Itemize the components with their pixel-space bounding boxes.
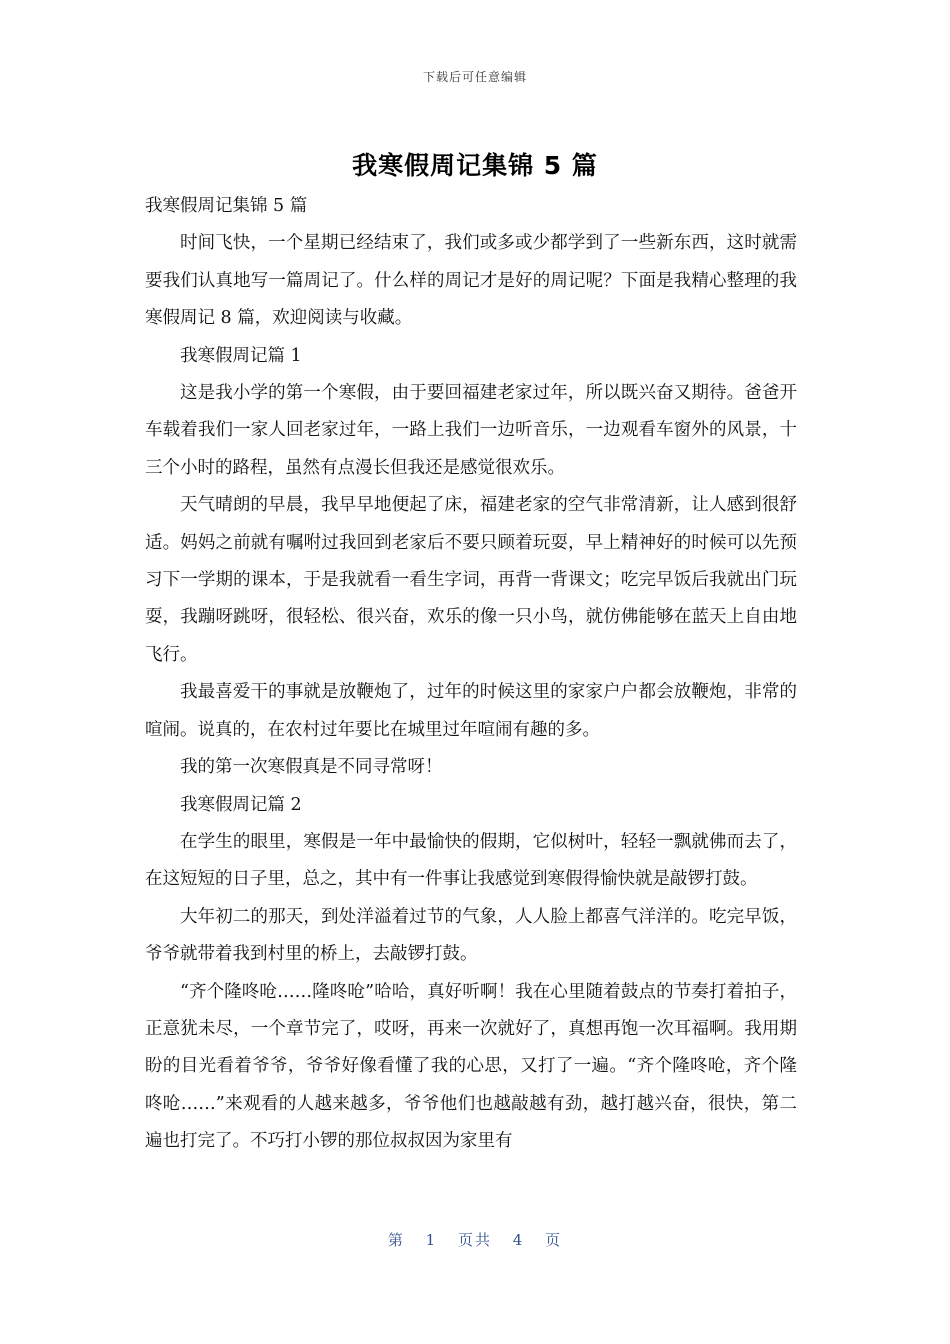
intro-paragraph: 时间飞快，一个星期已经结束了，我们或多或少都学到了一些新东西，这时就需要我们认真地写一篇周记了。什么样的周记才是好的周记呢？下面是我精心整理的我寒假周记 8 篇，欢迎阅读与收藏。 (145, 233, 797, 329)
paragraph: 大年初二的那天，到处洋溢着过节的气象，人人脸上都喜气洋洋的。吃完早饭，爷爷就带着我到村里的桥上，去敲锣打鼓。 (145, 906, 797, 965)
paragraph: 我的第一次寒假真是不同寻常呀！ (180, 757, 443, 778)
section-heading-1: 我寒假周记篇 1 (180, 345, 302, 366)
document-body (145, 188, 797, 1161)
paragraph: 我最喜爱干的事就是放鞭炮了，过年的时候这里的家家户户都会放鞭炮，非常的喧闹。说真的，在农村过年要比在城里过年喧闹有趣的多。 (145, 682, 797, 740)
section-heading-2: 我寒假周记篇 2 (180, 794, 302, 815)
paragraph: 在学生的眼里，寒假是一年中最愉快的假期，它似树叶，轻轻一飘就佛而去了，在这短短的日子里，总之，其中有一件事让我感觉到寒假得愉快就是敲锣打鼓。 (145, 831, 797, 890)
subtitle-line: 我寒假周记集锦 5 篇 (145, 196, 308, 216)
paragraph: 天气晴朗的早晨，我早早地便起了床，福建老家的空气非常清新，让人感到很舒适。妈妈之前就有嘱咐过我回到老家后不要只顾着玩耍，早上精神好的时候可以先预习下一学期的课本，于是我就看一看生字词，再背一背课文；吃完早饭后我就出门玩耍，我蹦呀跳呀，很轻松、很兴奋，欢乐的像一只小鸟，就仿佛能够在蓝天上自由地飞行。 (145, 495, 797, 665)
page-number: 第 1 页共 4 页 (387, 1231, 563, 1249)
paragraph: “齐个隆咚呛……隆咚呛”哈哈，真好听啊！我在心里随着鼓点的节奏打着拍子，正意犹未尽，一个章节完了，哎呀，再来一次就好了，真想再饱一次耳福啊。我用期盼的目光看着爷爷，爷爷好像看懂了我的心思，又打了一遍。“齐个隆咚呛，齐个隆咚呛……”来观看的人越来越多，爷爷他们也越敲越有劲，越打越兴奋，很快，第二遍也打完了。不巧打小锣的那位叔叔因为家里有 (145, 981, 797, 1152)
page-title: 我寒假周记集锦 5 篇 (352, 151, 598, 180)
paragraph: 这是我小学的第一个寒假，由于要回福建老家过年，所以既兴奋又期待。爸爸开车载着我们一家人回老家过年，一路上我们一边听音乐，一边观看车窗外的风景，十三个小时的路程，虽然有点漫长但我还是感觉很欢乐。 (145, 383, 797, 478)
download-note: 下载后可任意编辑 (422, 70, 527, 84)
